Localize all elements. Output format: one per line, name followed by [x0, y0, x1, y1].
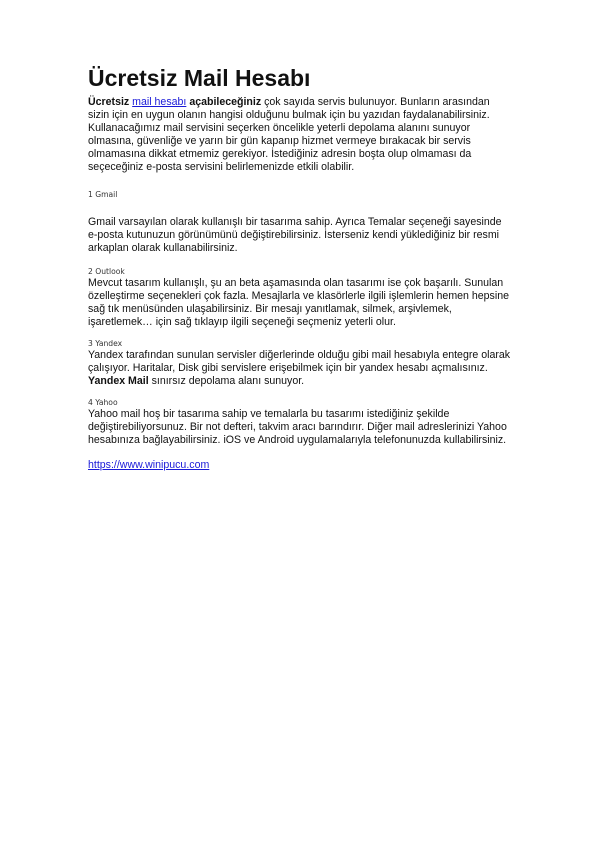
section-heading-yandex: 3 Yandex [88, 339, 123, 348]
yandex-text-before: Yandex tarafından sunulan servisler diğerlerinde olduğu gibi mail hesabıyla entegre olarak çalışıyor. Haritalar, Disk gibi servislere erişebilmek için bir yandex hesabı açmalısınız. [88, 349, 511, 374]
mail-account-link[interactable]: mail hesabı [132, 96, 187, 108]
section-body-yahoo: Yahoo mail hoş bir tasarıma sahip ve temalarla bu tasarımı istediğiniz şekilde değiştirebiliyorsunuz. Bir not defteri, takvim aracı barındırır. Diğer mail adreslerinizi Yahoo hesabınıza bağlayabilirsiniz. iOS ve Android uygulamalarıyla telefonunuzda kullabilirsiniz. [88, 408, 507, 446]
yandex-mail-bold: Yandex Mail [88, 375, 149, 387]
intro-bold-after-link: açabileceğiniz [189, 96, 262, 108]
section-heading-outlook: 2 Outlook [88, 267, 125, 276]
intro-text: çok sayıda servis bulunuyor. Bunların arasından sizin için en uygun olanın hangisi olduğunu bulmak için bu yazıdan faydalanabilirsiniz. Kullanacağımız mail servisini seçerken öncelikle yeterli depolama alanını sunuyor olmasına, güvenliğe ve yarın bir gün kapanıp hizmet vermeye bırakacak bir servis olmamasına dikkat etmemiz gerekiyor. İstediğiniz adresin boşta olup olmaması da seçeceğiniz e-posta servisini belirlemenizde etkili olabilir. [88, 96, 490, 173]
footer-website-link[interactable]: https://www.winipucu.com [88, 459, 210, 471]
page-title: Ücretsiz Mail Hesabı [88, 65, 311, 91]
section-body-yandex [88, 349, 512, 388]
intro-paragraph [88, 96, 512, 174]
section-heading-gmail: 1 Gmail [88, 190, 118, 199]
section-body-outlook: Mevcut tasarım kullanışlı, şu an beta aşamasında olan tasarımı ise çok başarılı. Sunulan özelleştirme seçenekleri çok fazla. Mesajlarla ve klasörlerle ilgili işlemlerin hemen hepsine sağ tık menüsünden ulaşabilirsiniz. Bir mesajı yanıtlamak, silmek, arşivlemek, işaretlemek… için sağ tıklayıp ilgili seçeneği seçmeniz yeterli olur. [88, 277, 509, 328]
section-body-gmail: Gmail varsayılan olarak kullanışlı bir tasarıma sahip. Ayrıca Temalar seçeneği sayesinde e-posta kutunuzun görünümünü değiştirebilirsiniz. İsterseniz kendi yüklediğiniz bir resmi arkaplan olarak kullanabilirsiniz. [88, 216, 502, 254]
yandex-text-after: sınırsız depolama alanı sunuyor. [151, 375, 305, 387]
section-heading-yahoo: 4 Yahoo [88, 398, 118, 407]
document-page [88, 64, 512, 472]
intro-bold-lead: Ücretsiz [88, 96, 130, 108]
